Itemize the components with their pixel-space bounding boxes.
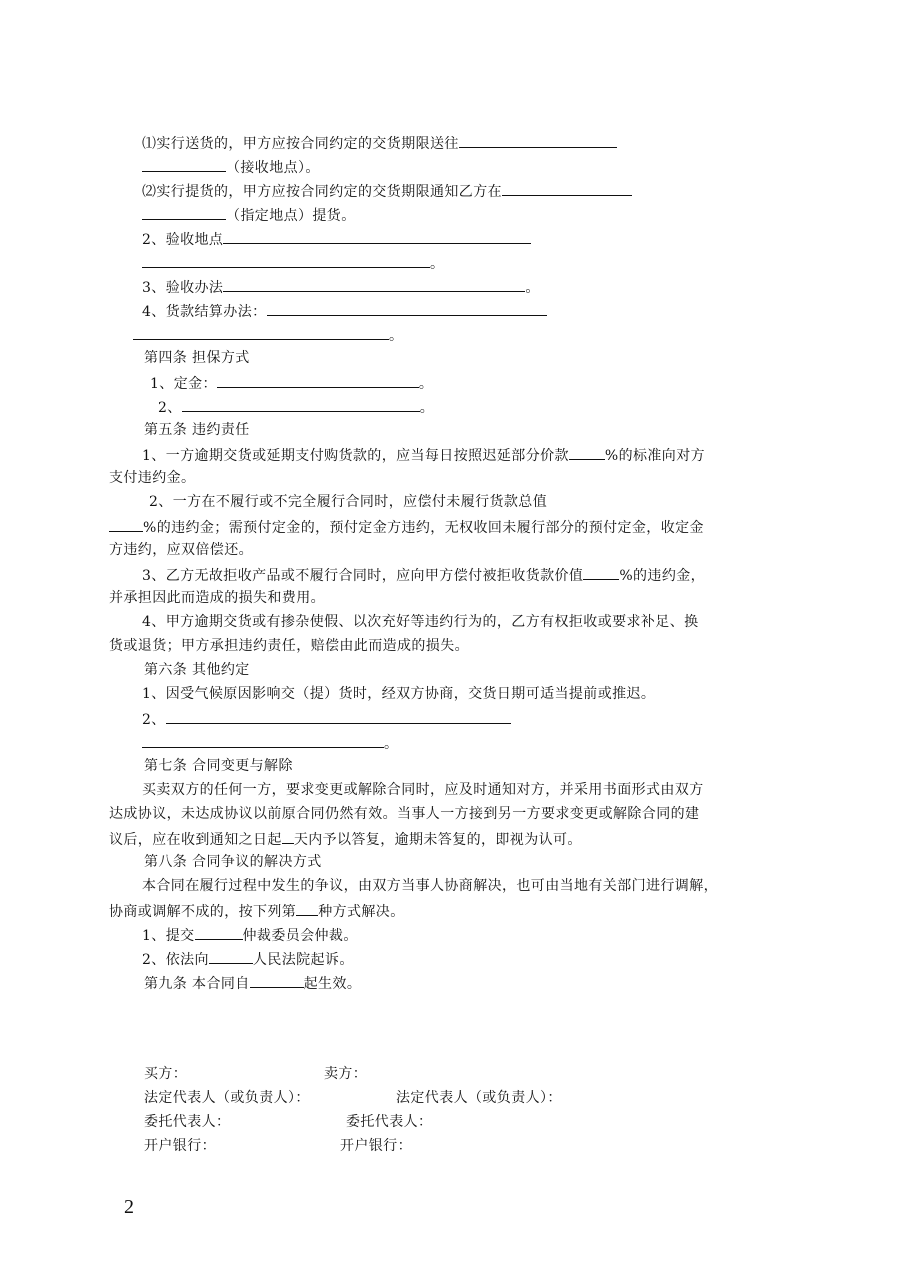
text: 1、因受气候原因影响交（提）货时，经双方协商，交货日期可适当提前或推迟。 [142,686,656,702]
blank-line [142,156,226,172]
blank-line [502,180,632,196]
delivery-clause-2-cont [142,204,356,226]
text: 并承担因此而造成的损失和费用。 [109,590,325,606]
modification-para-cont [109,804,699,824]
article-4-heading [144,348,250,368]
text: 2、 [158,400,182,416]
text: 4、货款结算办法： [142,304,267,320]
other-agreement-2-cont [142,732,398,754]
text: 本合同在履行过程中发生的争议，由双方当事人协商解决，也可由当地有关部门进行调解， [142,878,718,894]
blank-line [223,228,531,244]
buyer-label: 买方： [144,1066,188,1082]
text: 第九条 本合同自 [144,976,250,992]
text: 2、验收地点 [142,232,224,248]
liability-2 [149,492,547,512]
article-8-heading [144,852,322,872]
text: 1、提交 [142,928,195,944]
liability-4 [142,612,699,632]
text: 协商或调解不成的，按下列第 [109,904,297,920]
blank-line [583,564,619,580]
article-7-heading [144,756,293,776]
text: 。 [525,280,540,296]
text: 支付违约金。 [109,470,196,486]
text: 人民法院起诉。 [252,952,354,968]
liability-1 [142,444,705,466]
dispute-option-1 [142,924,358,946]
text: 第五条 违约责任 [144,422,250,438]
other-agreement-2 [142,708,511,730]
text: 1、一方逾期交货或延期支付购货款的，应当每日按照迟延部分价款 [142,448,569,464]
delivery-clause-1 [142,132,617,154]
text: 第六条 其他约定 [144,662,250,678]
text: （接收地点）。 [226,160,320,176]
modification-para-cont2 [109,828,582,850]
blank-line [142,204,226,220]
text: 1、定金： [150,376,217,392]
text: ⑴实行送货的，甲方应按合同约定的交货期限送往 [142,136,459,152]
inspection-method [142,276,540,298]
text: 2、 [142,712,166,728]
dispute-para [142,876,718,896]
dispute-para-cont [109,900,405,922]
text: 仲裁委员会仲裁。 [242,928,358,944]
liability-4-cont [109,636,469,656]
buyer-agent-label: 委托代表人： [144,1114,231,1130]
text: 。 [419,400,435,416]
deposit-item [150,372,433,394]
blank-line [217,372,419,388]
text: 天内予以答复，逾期未答复的，即视为认可。 [293,832,582,848]
text: 3、乙方无故拒收产品或不履行合同时，应向甲方偿付被拒收货款价值 [142,568,584,584]
text: ⑵实行提货的，甲方应按合同约定的交货期限通知乙方在 [142,184,502,200]
delivery-clause-2 [142,180,632,202]
delivery-clause-1-cont [142,156,320,178]
buyer-legal-rep-label: 法定代表人（或负责人）： [144,1090,310,1106]
article-6-heading [144,660,250,680]
text: 。 [430,256,445,272]
text: %的标准向对方 [604,448,706,464]
text: 方违约，应双倍偿还。 [109,542,253,558]
text: 2、依法向 [142,952,209,968]
text: 2、一方在不履行或不完全履行合同时，应偿付未履行货款总值 [149,494,548,510]
liability-3 [142,564,705,586]
blank-line [282,828,294,844]
seller-legal-rep-label: 法定代表人（或负责人）： [396,1090,562,1106]
inspection-location-cont [142,252,444,274]
other-agreement-1 [142,684,655,704]
liability-1-cont [109,468,195,488]
seller-bank-label: 开户银行： [340,1138,412,1154]
text: 种方式解决。 [318,904,405,920]
blank-line [142,252,430,268]
text: 。 [418,376,434,392]
text: （指定地点）提货。 [226,208,356,224]
text: %的违约金；需预付定金的，预付定金方违约，无权收回未履行部分的预付定金，收定金 [143,520,704,536]
text: 4、甲方逾期交货或有掺杂使假、以次充好等违约行为的，乙方有权拒收或要求补足、换 [142,614,699,630]
blank-line [109,516,143,532]
text: 。 [384,736,399,752]
page-number: 2 [124,1196,134,1218]
article-9-effective [144,972,361,994]
blank-line [250,972,304,988]
blank-line [195,924,243,940]
payment-method [142,300,547,322]
text: 买卖双方的任何一方，要求变更或解除合同时，应及时通知对方，并采用书面形式由双方 [142,782,704,798]
buyer-bank-label: 开户银行： [144,1138,216,1154]
text: 货或退货；甲方承担违约责任，赔偿由此而造成的损失。 [109,638,469,654]
blank-line [569,444,605,460]
seller-agent-label: 委托代表人： [346,1114,433,1130]
blank-line [209,948,253,964]
inspection-location [142,228,531,250]
blank-line [166,708,511,724]
blank-line [223,276,525,292]
text: 议后，应在收到通知之日起 [109,832,282,848]
blank-line [296,900,318,916]
blank-line [459,132,617,148]
text: 达成协议，未达成协议以前原合同仍然有效。当事人一方接到另一方要求变更或解除合同的建 [109,806,700,822]
dispute-option-2 [142,948,354,970]
liability-2-cont [109,516,704,538]
text: 。 [389,328,404,344]
guarantee-item-2 [158,396,434,418]
text: 第七条 合同变更与解除 [144,758,293,774]
blank-line [267,300,547,316]
text: 第四条 担保方式 [144,350,250,366]
modification-para [142,780,704,800]
text: %的违约金， [619,568,706,584]
liability-2-cont2 [109,540,253,560]
blank-line [182,396,420,412]
blank-line [142,732,384,748]
payment-method-cont [133,324,403,346]
text: 3、验收办法 [142,280,224,296]
blank-line [133,324,389,340]
article-5-heading [144,420,250,440]
liability-3-cont [109,588,325,608]
seller-label: 卖方： [324,1066,368,1082]
text: 第八条 合同争议的解决方式 [144,854,322,870]
text: 起生效。 [303,976,362,992]
